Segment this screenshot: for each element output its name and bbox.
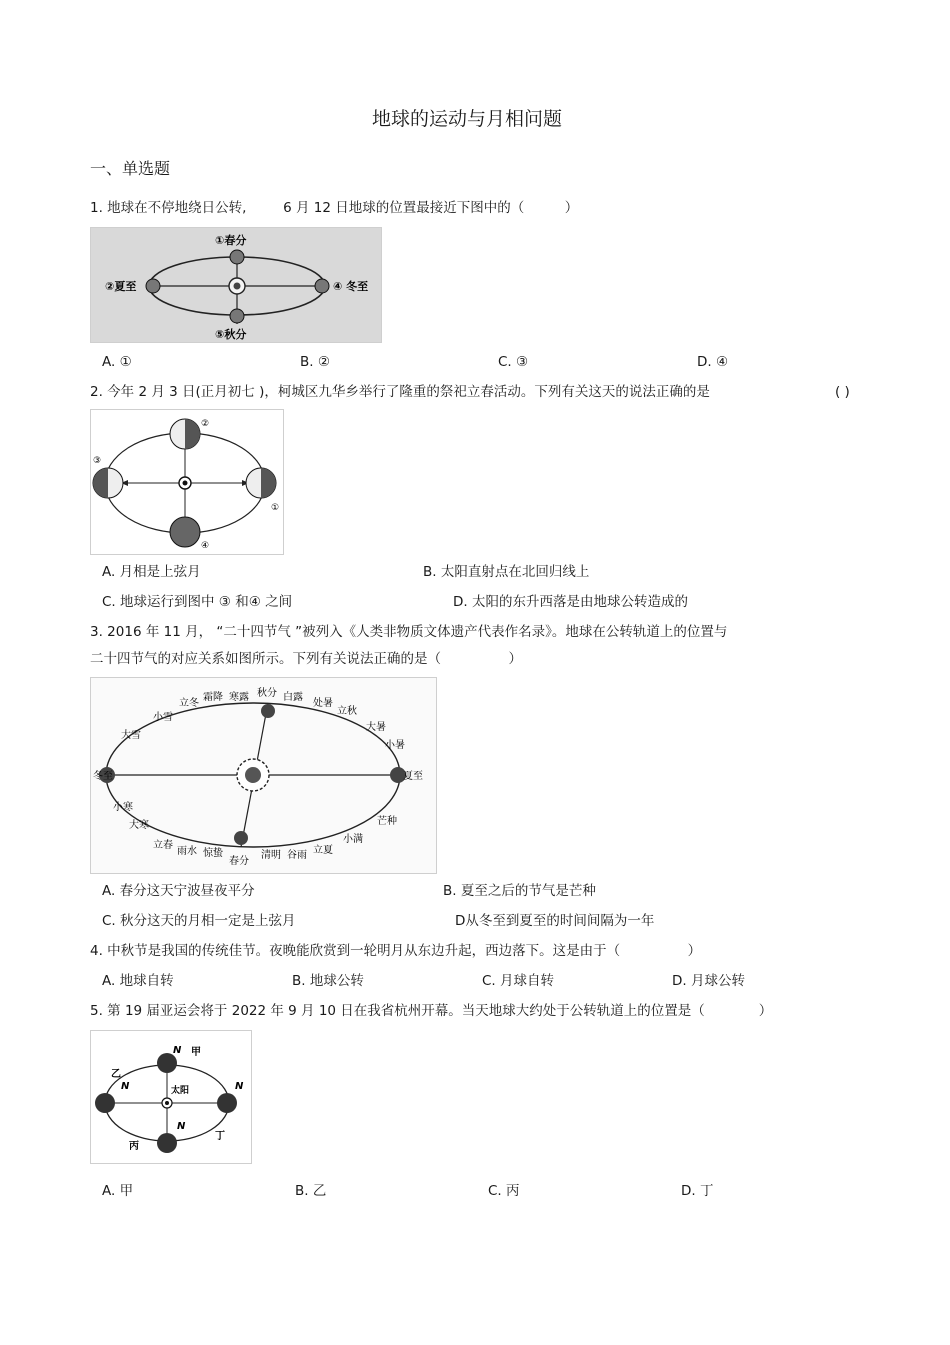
question-1 bbox=[90, 199, 578, 217]
fig5-north-2: N bbox=[121, 1081, 130, 1092]
term-dongzhi: 冬至 bbox=[93, 771, 113, 782]
fig5-label-jia: 甲 bbox=[191, 1047, 201, 1058]
term-dahan: 大寒 bbox=[129, 820, 149, 831]
q5-option-b[interactable]: B. 乙 bbox=[295, 1183, 327, 1199]
fig5-sun-label: 太阳 bbox=[171, 1086, 190, 1096]
q1-option-c[interactable]: C. ③ bbox=[498, 354, 529, 370]
fig5-north-3: N bbox=[235, 1081, 244, 1092]
fig5-label-ding: 丁 bbox=[215, 1131, 225, 1142]
fig2-number-4: ④ bbox=[201, 541, 210, 551]
q3-option-b[interactable]: B. 夏至之后的节气是芒种 bbox=[443, 883, 596, 899]
term-daxue: 大雪 bbox=[121, 730, 141, 741]
q2-option-d[interactable]: D. 太阳的东升西落是由地球公转造成的 bbox=[453, 594, 688, 610]
term-xiaoxue: 小雪 bbox=[153, 712, 173, 723]
term-xiaohan: 小寒 bbox=[113, 802, 133, 813]
q4-option-d[interactable]: D. 月球公转 bbox=[672, 973, 745, 989]
term-lidong: 立冬 bbox=[179, 698, 199, 709]
q1-option-b[interactable]: B. ② bbox=[300, 354, 330, 370]
question-2-paren: ( ) bbox=[835, 384, 850, 400]
page-title: 地球的运动与月相问题 bbox=[371, 108, 562, 130]
term-dashu: 大暑 bbox=[366, 722, 386, 733]
fig1-label-spring: ①春分 bbox=[215, 234, 247, 247]
q5-option-d[interactable]: D. 丁 bbox=[681, 1183, 714, 1199]
fig2-number-1: ① bbox=[271, 503, 280, 513]
fig2-number-2: ② bbox=[201, 419, 210, 429]
term-lichun: 立春 bbox=[153, 840, 173, 851]
q3-option-d[interactable]: D从冬至到夏至的时间间隔为一年 bbox=[455, 913, 655, 929]
fig5-north-1: N bbox=[173, 1045, 182, 1056]
term-bailu: 白露 bbox=[283, 692, 303, 703]
question-2-text: 2. 今年 2 月 3 日(正月初七 )，柯城区九华乡举行了隆重的祭祀立春活动。下列有关这天的说法正确的是 bbox=[90, 384, 710, 400]
fig5-label-yi: 乙 bbox=[111, 1069, 121, 1080]
q4-option-c[interactable]: C. 月球自转 bbox=[482, 973, 555, 989]
question-3-line-1: 3. 2016 年 11 月， “二十四节气 ”被列入《人类非物质文体遗产代表作名录》。地球在公转轨道上的位置与 bbox=[90, 624, 728, 640]
fig1-label-summer: ②夏至 bbox=[105, 280, 137, 293]
question-4: 4. 中秋节是我国的传统佳节。夜晚能欣赏到一轮明月从东边升起，西边落下。这是由于（ ） bbox=[90, 943, 702, 959]
term-liqiu: 立秋 bbox=[337, 706, 357, 717]
term-chushu: 处暑 bbox=[313, 698, 333, 709]
q4-option-a[interactable]: A. 地球自转 bbox=[102, 973, 174, 989]
q1-option-a[interactable]: A. ① bbox=[102, 354, 132, 370]
fig5-north-4: N bbox=[177, 1121, 186, 1132]
question-1-figure bbox=[90, 227, 382, 343]
term-chunfen: 春分 bbox=[229, 856, 249, 867]
term-xiazhi: 夏至 bbox=[403, 771, 423, 782]
question-5-figure bbox=[90, 1030, 252, 1164]
term-mangzhong: 芒种 bbox=[377, 816, 397, 827]
fig5-label-bing: 丙 bbox=[129, 1141, 139, 1152]
q5-option-a[interactable]: A. 甲 bbox=[102, 1183, 134, 1199]
q2-option-c[interactable]: C. 地球运行到图中 ③ 和④ 之间 bbox=[102, 594, 293, 610]
fig2-number-3: ③ bbox=[93, 456, 102, 466]
q2-option-b[interactable]: B. 太阳直射点在北回归线上 bbox=[423, 564, 590, 580]
term-guyu: 谷雨 bbox=[287, 850, 307, 861]
term-hanlu: 寒露 bbox=[229, 692, 249, 703]
question-5: 5. 第 19 届亚运会将于 2022 年 9 月 10 日在我省杭州开幕。当天地球大约处于公转轨道上的位置是（ ） bbox=[90, 1003, 773, 1019]
term-qingming: 清明 bbox=[261, 850, 281, 861]
q1-option-d[interactable]: D. ④ bbox=[697, 354, 729, 370]
term-jingzhe: 惊蛰 bbox=[203, 848, 223, 859]
question-3-line-2: 二十四节气的对应关系如图所示。下列有关说法正确的是（ ） bbox=[90, 651, 522, 667]
q4-option-b[interactable]: B. 地球公转 bbox=[292, 973, 364, 989]
term-lixia: 立夏 bbox=[313, 845, 333, 856]
fig1-label-winter: ④ 冬至 bbox=[333, 280, 369, 293]
term-qiufen: 秋分 bbox=[257, 688, 277, 699]
question-2-figure bbox=[90, 409, 284, 555]
q3-option-a[interactable]: A. 春分这天宁波昼夜平分 bbox=[102, 883, 255, 899]
question-2 bbox=[90, 383, 710, 401]
term-shuangjiang: 霜降 bbox=[203, 692, 223, 703]
question-3-figure bbox=[90, 677, 437, 874]
q2-option-a[interactable]: A. 月相是上弦月 bbox=[102, 564, 201, 580]
question-1-text-a: 1. 地球在不停地绕日公转, bbox=[90, 200, 247, 216]
section-heading: 一、单选题 bbox=[90, 159, 171, 178]
question-1-text-b: 6 月 12 日地球的位置最接近下图中的（ ） bbox=[283, 200, 579, 216]
term-xiaoshu: 小暑 bbox=[385, 740, 405, 751]
q5-option-c[interactable]: C. 丙 bbox=[488, 1183, 520, 1199]
term-yushui: 雨水 bbox=[177, 846, 197, 857]
q3-option-c[interactable]: C. 秋分这天的月相一定是上弦月 bbox=[102, 913, 296, 929]
term-xiaoman: 小满 bbox=[343, 834, 363, 845]
fig1-label-autumn: ⑤秋分 bbox=[215, 328, 247, 341]
